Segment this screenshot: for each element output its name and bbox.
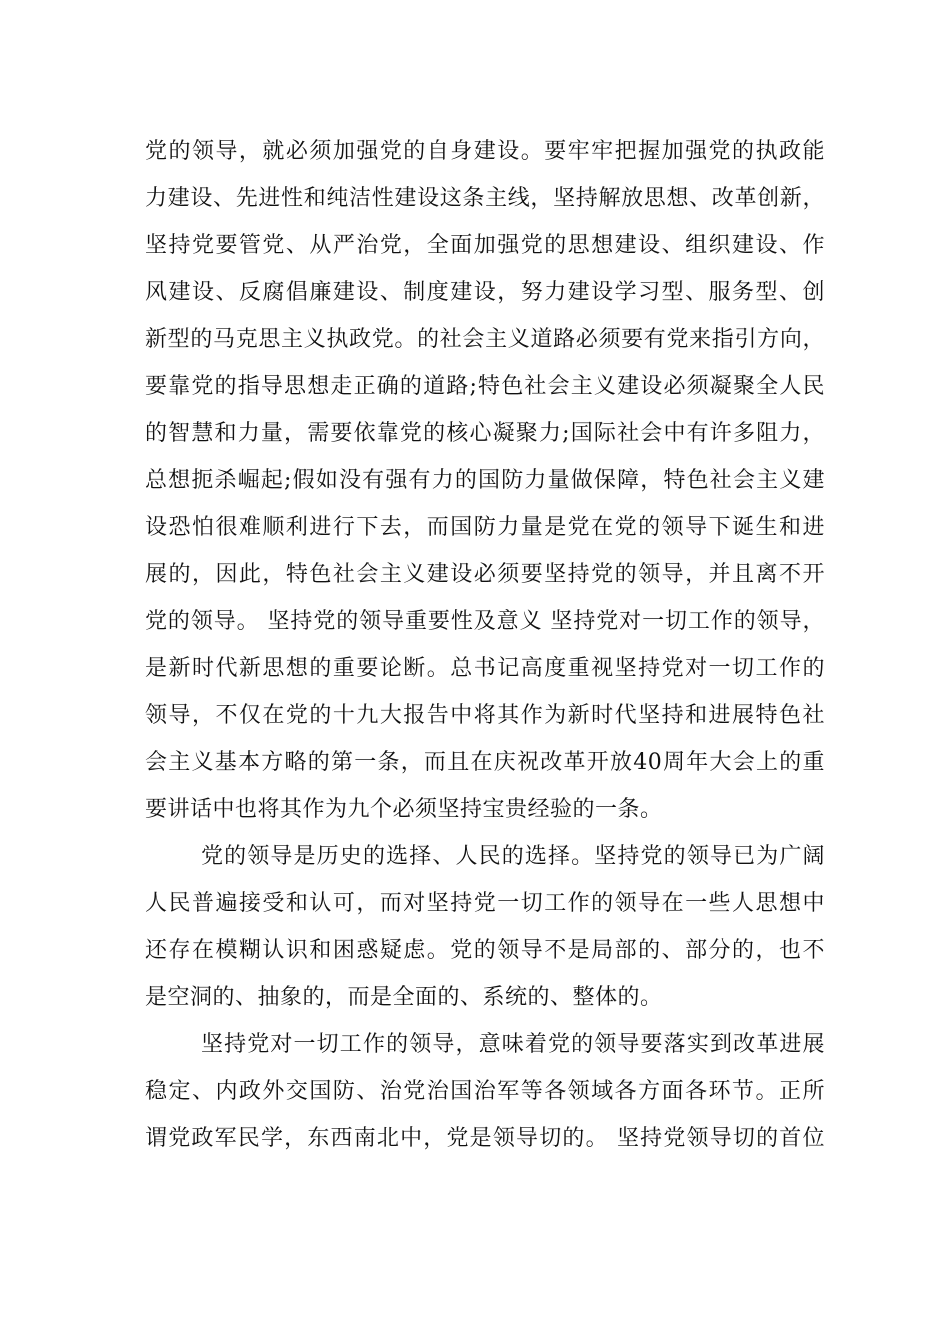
text-line: 风建设、反腐倡廉建设、制度建设，努力建设学习型、服务型、创	[145, 280, 825, 305]
text-line: 还存在模糊认识和困惑疑虑。党的领导不是局部的、部分的，也不	[145, 938, 825, 963]
text-line: 稳定、内政外交国防、治党治国治军等各领域各方面各环节。正所	[145, 1079, 825, 1104]
text-line: 坚持党对一切工作的领导，意味着党的领导要落实到改革进展	[201, 1032, 825, 1057]
text-line: 党的领导，就必须加强党的自身建设。要牢牢把握加强党的执政能	[145, 139, 825, 164]
text-line: 设恐怕很难顺利进行下去，而国防力量是党在党的领导下诞生和进	[145, 515, 825, 540]
paragraph-3	[145, 1021, 825, 1162]
text-line: 领导，不仅在党的十九大报告中将其作为新时代坚持和进展特色社	[145, 703, 825, 728]
text-line: 是空洞的、抽象的，而是全面的、系统的、整体的。	[145, 985, 663, 1010]
document-body	[145, 128, 825, 1162]
text-line: 要讲话中也将其作为九个必须坚持宝贵经验的一条。	[145, 797, 663, 822]
text-line: 的智慧和力量，需要依靠党的核心凝聚力;国际社会中有许多阻力，	[145, 421, 825, 446]
text-line: 党的领导是历史的选择、人民的选择。坚持党的领导已为广阔	[201, 844, 825, 869]
text-line: 新型的马克思主义执政党。的社会主义道路必须要有党来指引方向，	[145, 327, 825, 352]
text-line: 要靠党的指导思想走正确的道路;特色社会主义建设必须凝聚全人民	[145, 374, 825, 399]
text-line: 力建设、先进性和纯洁性建设这条主线，坚持解放思想、改革创新，	[145, 186, 825, 211]
text-line: 谓党政军民学，东西南北中，党是领导切的。 坚持党领导切的首位	[145, 1126, 825, 1151]
text-line: 会主义基本方略的第一条，而且在庆祝改革开放40周年大会上的重	[145, 750, 825, 775]
paragraph-1	[145, 128, 825, 833]
text-line: 党的领导。 坚持党的领导重要性及意义 坚持党对一切工作的领导，	[145, 609, 825, 634]
text-line: 坚持党要管党、从严治党，全面加强党的思想建设、组织建设、作	[145, 233, 825, 258]
text-line: 总想扼杀崛起;假如没有强有力的国防力量做保障，特色社会主义建	[145, 468, 825, 493]
text-line: 展的，因此，特色社会主义建设必须要坚持党的领导，并且离不开	[145, 562, 825, 587]
text-line: 人民普遍接受和认可，而对坚持党一切工作的领导在一些人思想中	[145, 891, 825, 916]
text-line: 是新时代新思想的重要论断。总书记高度重视坚持党对一切工作的	[145, 656, 825, 681]
paragraph-2	[145, 833, 825, 1021]
